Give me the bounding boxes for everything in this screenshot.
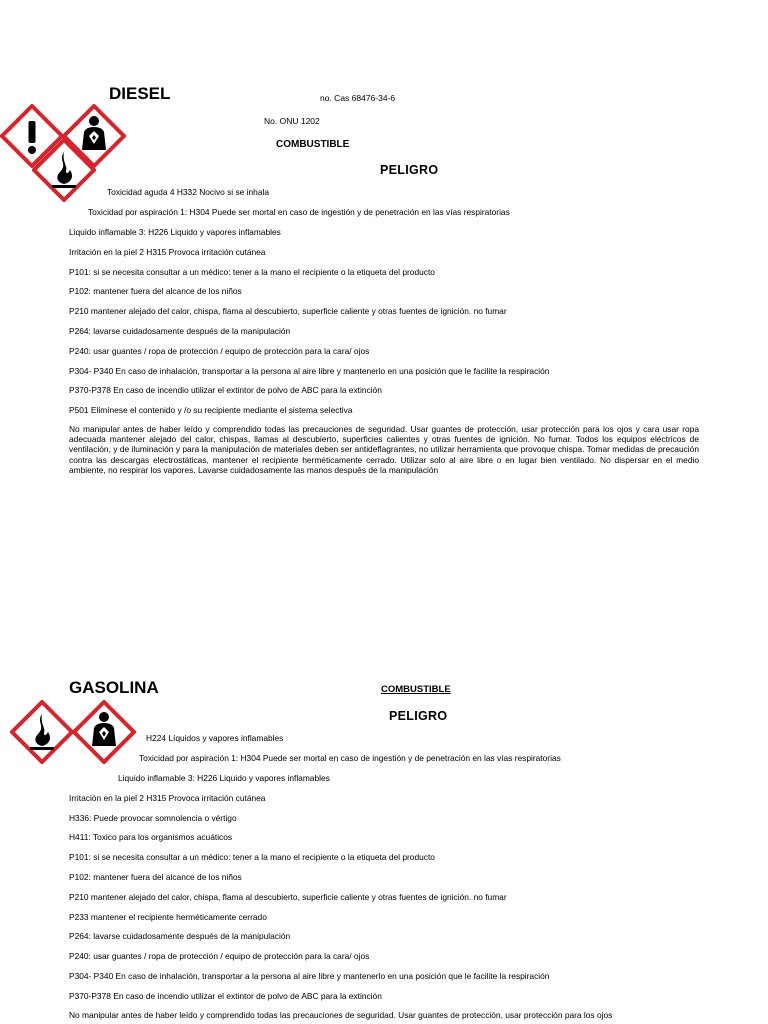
gasolina-precaution-line: P370-P378 En caso de incendio utilizar el extintor de polvo de ABC para la extinción xyxy=(69,991,382,1001)
gasolina-precautions-paragraph: No manipular antes de haber leído y comprendido todas las precauciones de seguridad. Usar guantes de protección, usar protección para los ojos xyxy=(69,1010,613,1020)
diesel-title: DIESEL xyxy=(109,84,171,103)
gasolina-precaution-line: P233 mantener el recipiente herméticamente cerrado xyxy=(69,912,267,922)
diesel-hazard-line: Toxicidad por aspiración 1: H304 Puede ser mortal en caso de ingestión y de penetración en las vías respiratorias xyxy=(88,207,510,217)
diesel-precautions-paragraph: No manipular antes de haber leído y comprendido todas las precauciones de seguridad. Usar guantes de protección, usar protección para los ojos y cara usar ropa adecuada mantener alejado del calor, chispas, llamas al descubierto, superficies calientes y otras fuentes de ignición. No fumar. Todos los equipos eléctricos de ventilación, y de iluminación y para la manipulación de materiales deben ser antideflagrantes, no utilizar herramienta que provoque chispa. Tomar medidas de precaución contra las descargas electrostáticas, mantener el recipiente herméticamente cerrado. Utilizar solo al aire libre o en lugar bien ventilado. No dispersar en el medio ambiente, no respirar los vapores. Lavarse cuidadosamente las manos después de la manipulación xyxy=(69,424,699,475)
gasolina-precaution-line: P102: mantener fuera del alcance de los niños xyxy=(69,872,242,882)
gasolina-hazard-line: Liquido inflamable 3: H226 Liquido y vapores inflamables xyxy=(118,773,330,783)
flame-icon xyxy=(32,138,96,202)
diesel-precaution-line: P501 Elimínese el contenido y /o su recipiente mediante el sistema selectiva xyxy=(69,405,353,415)
diesel-cas-number: no. Cas 68476-34-6 xyxy=(320,93,396,103)
diesel-hazard-line: Irritación en la piel 2 H315 Provoca irritación cutánea xyxy=(69,247,266,257)
gasolina-hazard-line: Irritación en la piel 2 H315 Provoca irritación cutánea xyxy=(69,793,266,803)
flame-icon xyxy=(10,700,74,764)
health-hazard-icon xyxy=(72,700,136,764)
diesel-signal-word: PELIGRO xyxy=(380,163,439,177)
diesel-hazard-line: Toxicidad aguda 4 H332 Nocivo si se inhala xyxy=(107,187,270,197)
diesel-onu-number: No. ONU 1202 xyxy=(264,116,320,126)
diesel-hazard-line: Liquido inflamable 3: H226 Liquido y vapores inflamables xyxy=(69,227,281,237)
diesel-label: COMBUSTIBLE xyxy=(276,139,350,150)
diesel-precaution-line: P102: mantener fuera del alcance de los niños xyxy=(69,286,242,296)
diesel-precaution-line: P370-P378 En caso de incendio utilizar el extintor de polvo de ABC para la extinción xyxy=(69,385,382,395)
gasolina-title: GASOLINA xyxy=(69,678,159,697)
gasolina-hazard-line: Toxicidad por aspiración 1: H304 Puede ser mortal en caso de ingestión y de penetración en las vías respiratorias xyxy=(139,753,561,763)
gasolina-precaution-line: P101: si se necesita consultar a un médico: tener a la mano el recipiente o la etiqueta del producto xyxy=(69,852,435,862)
gasolina-precaution-line: P304- P340 En caso de inhalación, transportar a la persona al aire libre y mantenerlo en una posición que le facilite la respiración xyxy=(69,971,550,981)
diesel-precaution-line: P264: lavarse cuidadosamente después de la manipulación xyxy=(69,326,291,336)
gasolina-precaution-line: P210 mantener alejado del calor, chispa, flama al descubierto, superficie caliente y otras fuentes de ignición. no fumar xyxy=(69,892,507,902)
gasolina-precaution-line: P240: usar guantes / ropa de protección / equipo de protección para la cara/ ojos xyxy=(69,951,370,961)
diesel-precaution-line: P304- P340 En caso de inhalación, transportar a la persona al aire libre y mantenerlo en una posición que le facilite la respiración xyxy=(69,366,550,376)
diesel-precaution-line: P210 mantener alejado del calor, chispa, flama al descubierto, superficie caliente y otras fuentes de ignición. no fumar xyxy=(69,306,507,316)
gasolina-hazard-line: H224 Líquidos y vapores inflamables xyxy=(146,733,284,743)
diesel-precaution-line: P101: si se necesita consultar a un médico: tener a la mano el recipiente o la etiqueta del producto xyxy=(69,267,435,277)
gasolina-label: COMBUSTIBLE xyxy=(381,684,451,695)
diesel-precaution-line: P240: usar guantes / ropa de protección / equipo de protección para la cara/ ojos xyxy=(69,346,370,356)
gasolina-precaution-line: P264: lavarse cuidadosamente después de la manipulación xyxy=(69,931,291,941)
gasolina-hazard-line: H411: Toxico para los organismos acuáticos xyxy=(69,832,233,842)
gasolina-hazard-line: H336: Puede provocar somnolencia o vértigo xyxy=(69,813,237,823)
gasolina-signal-word: PELIGRO xyxy=(389,709,448,723)
